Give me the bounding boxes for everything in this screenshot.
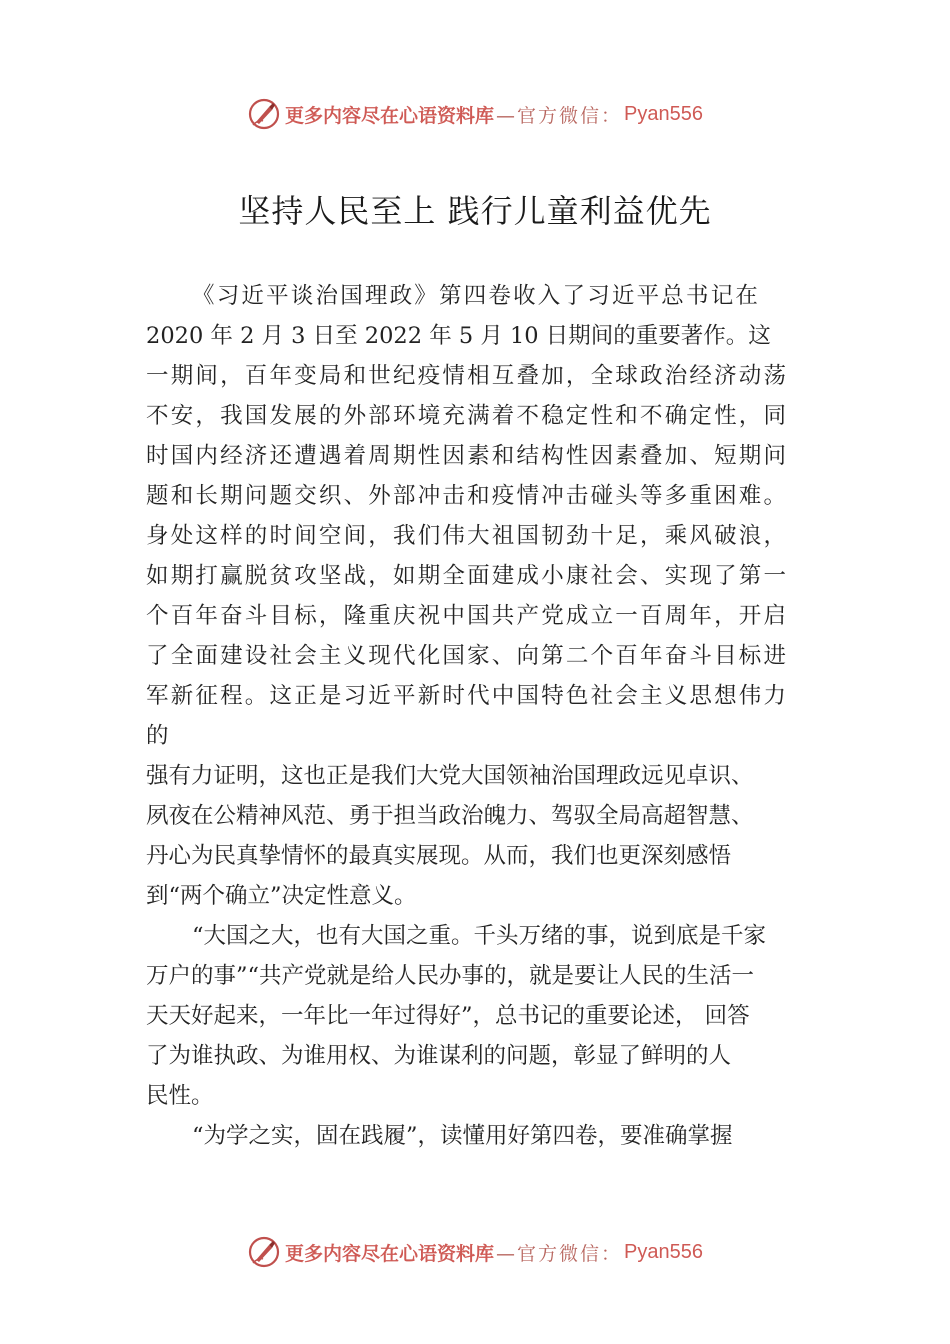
text-line: 到“两个确立”决定性意义。 <box>146 883 417 909</box>
text-line: 如期打赢脱贫攻坚战，如期全面建成小康社会、实现了第一 <box>146 563 789 589</box>
text-line: 一期间，百年变局和世纪疫情相互叠加，全球政治经济动荡 <box>146 363 789 389</box>
text-line: 题和长期问题交织、外部冲击和疫情冲击碰头等多重困难。 <box>146 483 789 509</box>
text-line: 了为谁执政、为谁用权、为谁谋利的问题，彰显了鲜明的人 <box>146 1043 732 1069</box>
header-banner <box>0 94 950 134</box>
text-line: 身处这样的时间空间，我们伟大祖国韧劲十足，乘风破浪， <box>146 523 789 549</box>
text-line: 夙夜在公精神风范、勇于担当政治魄力、驾驭全局高超智慧、 <box>146 803 754 829</box>
text-line: 军新征程。这正是习近平新时代中国特色社会主义思想伟力 <box>146 683 789 709</box>
footer-banner <box>0 1232 950 1272</box>
text-line: 强有力证明，这也正是我们大党大国领袖治国理政远见卓识、 <box>146 763 754 789</box>
text-line: 了全面建设社会主义现代化国家、向第二个百年奋斗目标进 <box>146 643 789 669</box>
banner-brand-text: 更多内容尽在心语资料库 <box>285 1242 495 1265</box>
text-line: 民性。 <box>146 1083 214 1109</box>
text-line: “为学之实，固在践履”，读懂用好第四卷，要准确掌握 <box>192 1123 733 1149</box>
text-line: 万户的事”“共产党就是给人民办事的，就是要让人民的生活一 <box>146 963 755 989</box>
text-line: 《习近平谈治国理政》第四卷收入了习近平总书记在 <box>192 283 761 309</box>
text-line: 个百年奋斗目标，隆重庆祝中国共产党成立一百周年，开启 <box>146 603 789 629</box>
text-line: 不安，我国发展的外部环境充满着不稳定性和不确定性，同 <box>146 403 789 429</box>
banner-wechat-id: Pyan556 <box>624 1240 703 1263</box>
article-body <box>146 276 826 1156</box>
text-line: 的 <box>146 723 169 749</box>
banner-official-text: —官方微信： <box>496 104 623 127</box>
text-line: 2020 年 2 月 3 日至 2022 年 5 月 10 日期间的重要著作。这 <box>146 323 771 349</box>
banner-brand-text: 更多内容尽在心语资料库 <box>285 104 495 127</box>
banner-official-text: —官方微信： <box>496 1242 623 1265</box>
pen-logo-icon <box>247 1235 281 1269</box>
pen-logo-icon <box>247 97 281 131</box>
banner-wechat-id: Pyan556 <box>624 102 703 125</box>
text-line: “大国之大，也有大国之重。千头万绪的事，说到底是千家 <box>192 923 767 949</box>
text-line: 天天好起来，一年比一年过得好”，总书记的重要论述， 回答 <box>146 1003 750 1029</box>
text-line: 时国内经济还遭遇着周期性因素和结构性因素叠加、短期问 <box>146 443 789 469</box>
page-title: 坚持人民至上 践行儿童利益优先 <box>238 192 712 230</box>
text-line: 丹心为民真挚情怀的最真实展现。从而，我们也更深刻感悟 <box>146 843 732 869</box>
